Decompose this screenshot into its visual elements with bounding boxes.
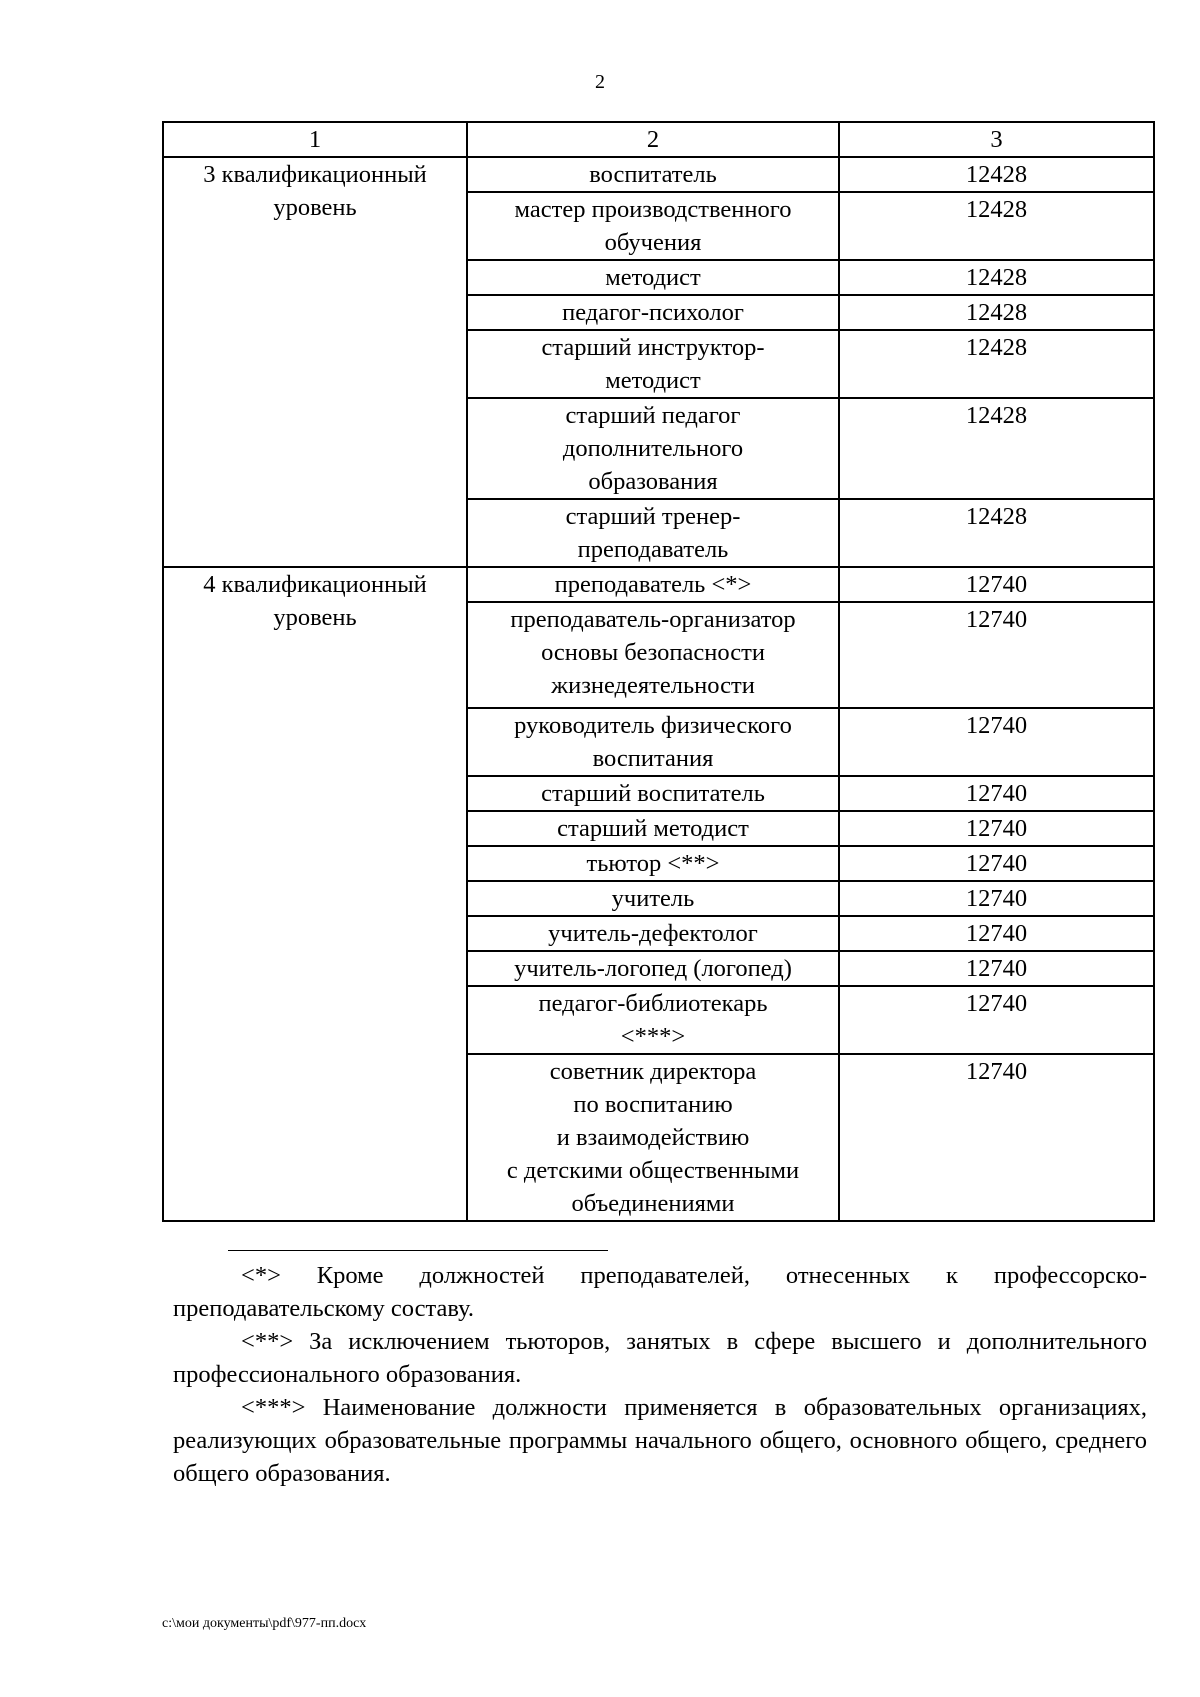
- position-cell: старший тренер- преподаватель: [467, 499, 839, 567]
- salary-value-cell: 12740: [839, 1054, 1154, 1221]
- salary-value-cell: 12740: [839, 811, 1154, 846]
- column-header: 2: [467, 122, 839, 157]
- position-cell: учитель-дефектолог: [467, 916, 839, 951]
- position-cell: старший педагог дополнительного образования: [467, 398, 839, 499]
- position-cell: старший методист: [467, 811, 839, 846]
- salary-value-cell: 12428: [839, 157, 1154, 192]
- qualification-level-cell: 4 квалификационный уровень: [163, 567, 467, 1221]
- salary-value-cell: 12428: [839, 499, 1154, 567]
- position-cell: педагог-библиотекарь <***>: [467, 986, 839, 1054]
- salary-value-cell: 12428: [839, 192, 1154, 260]
- qualification-level-cell: 3 квалификационный уровень: [163, 157, 467, 567]
- salary-value-cell: 12740: [839, 708, 1154, 776]
- salary-value-cell: 12740: [839, 776, 1154, 811]
- footnote-text: <**> За исключением тьюторов, занятых в сфере высшего и дополнительного профессионального образования.: [173, 1328, 1147, 1388]
- position-cell: воспитатель: [467, 157, 839, 192]
- salary-value-cell: 12740: [839, 567, 1154, 602]
- footnote-text: <***> Наименование должности применяется в образовательных организациях, реализующих образовательные программы начального общего, основного общего, среднего общего образования.: [173, 1394, 1147, 1487]
- salary-value-cell: 12428: [839, 398, 1154, 499]
- footnote: [173, 1391, 1147, 1490]
- salary-value-cell: 12740: [839, 951, 1154, 986]
- position-cell: советник директора по воспитанию и взаимодействию с детскими общественными объединениями: [467, 1054, 839, 1221]
- position-cell: преподаватель <*>: [467, 567, 839, 602]
- column-header: 3: [839, 122, 1154, 157]
- position-cell: педагог-психолог: [467, 295, 839, 330]
- position-cell: тьютор <**>: [467, 846, 839, 881]
- page-number: 2: [595, 71, 605, 93]
- salary-value-cell: 12740: [839, 916, 1154, 951]
- table-row: [163, 567, 1154, 602]
- table-header-row: [163, 122, 1154, 157]
- position-cell: старший воспитатель: [467, 776, 839, 811]
- position-cell: учитель-логопед (логопед): [467, 951, 839, 986]
- salary-table: [162, 121, 1155, 1222]
- footnote-text: <*> Кроме должностей преподавателей, отнесенных к профессорско-преподавательскому составу.: [173, 1262, 1147, 1322]
- position-cell: старший инструктор- методист: [467, 330, 839, 398]
- footnote: [173, 1259, 1147, 1325]
- position-cell: преподаватель-организатор основы безопасности жизнедеятельности: [467, 602, 839, 708]
- file-path: c:\мои документы\pdf\977-пп.docx: [162, 1616, 367, 1631]
- salary-value-cell: 12428: [839, 330, 1154, 398]
- salary-value-cell: 12740: [839, 602, 1154, 708]
- salary-value-cell: 12428: [839, 295, 1154, 330]
- footnote-separator: [228, 1250, 608, 1251]
- salary-value-cell: 12740: [839, 986, 1154, 1054]
- position-cell: учитель: [467, 881, 839, 916]
- salary-value-cell: 12740: [839, 846, 1154, 881]
- position-cell: мастер производственного обучения: [467, 192, 839, 260]
- salary-value-cell: 12428: [839, 260, 1154, 295]
- column-header: 1: [163, 122, 467, 157]
- position-cell: методист: [467, 260, 839, 295]
- salary-value-cell: 12740: [839, 881, 1154, 916]
- position-cell: руководитель физического воспитания: [467, 708, 839, 776]
- footnote: [173, 1325, 1147, 1391]
- table-row: [163, 157, 1154, 192]
